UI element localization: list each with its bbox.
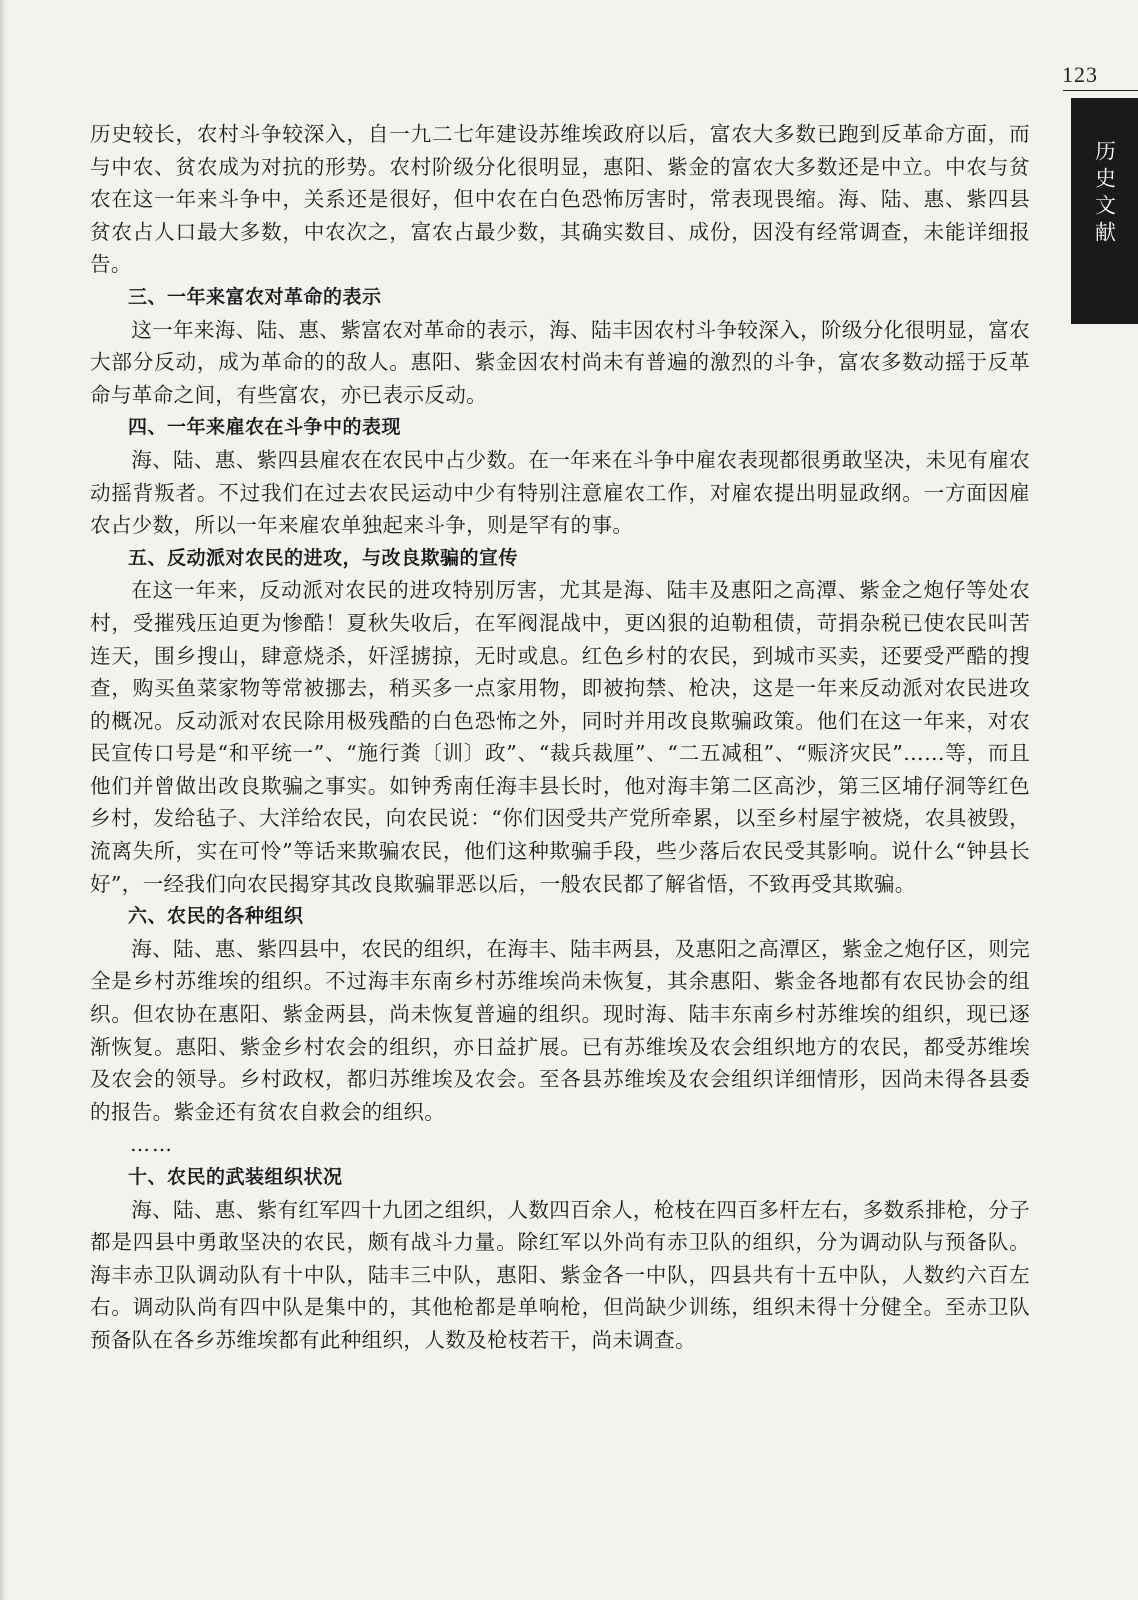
section-heading-3: 三、一年来富农对革命的表示: [128, 285, 382, 308]
section-heading-4: 四、一年来雇农在斗争中的表现: [128, 416, 402, 439]
paragraph-continuation: 历史较长，农村斗争较深入，自一九二七年建设苏维埃政府以后，富农大多数已跑到反革命方面，而与中农、贫农成为对抗的形势。农村阶级分化很明显，惠阳、紫金的富农大多数还是中立。中农与贫农在这一年来斗争中，关系还是很好，但中农在白色恐怖厉害时，常表现畏缩。海、陆、惠、紫四县贫农占人口最大多数，中农次之，富农占最少数，其确实数目、成份，因没有经常调查，未能详细报告。: [90, 122, 1030, 277]
section-tab-label: 历史文献: [1092, 140, 1117, 248]
paragraph-peasant-organizations: 海、陆、惠、紫四县中，农民的组织，在海丰、陆丰两县，及惠阳之高潭区，紫金之炮仔区，则完全是乡村苏维埃的组织。不过海丰东南乡村苏维埃尚未恢复，其余惠阳、紫金各地都有农民协会的组织。但农协在惠阳、紫金两县，尚未恢复普遍的组织。现时海、陆丰东南乡村苏维埃的组织，现已逐渐恢复。惠阳、紫金乡村农会的组织，亦日益扩展。已有苏维埃及农会组织地方的农民，都受苏维埃及农会的领导。乡村政权，都归苏维埃及农会。至各县苏维埃及农会组织详细情形，因尚未得各县委的报告。紫金还有贫农自救会的组织。: [90, 936, 1030, 1124]
section-heading-6: 六、农民的各种组织: [128, 905, 304, 928]
section-heading-10: 十、农民的武装组织状况: [128, 1166, 343, 1188]
page-edge-shadow: [0, 0, 6, 1600]
paragraph-rich-peasants: 这一年来海、陆、惠、紫富农对革命的表示，海、陆丰因农村斗争较深入，阶级分化很明显，富农大部分反动，成为革命的的敌人。惠阳、紫金因农村尚未有普遍的激烈的斗争，富农多数动摇于反革命与革命之间，有些富农，亦已表示反动。: [90, 317, 1030, 407]
paragraph-reactionary-attack: 在这一年来，反动派对农民的进攻特别厉害，尤其是海、陆丰及惠阳之高潭、紫金之炮仔等处农村，受摧残压迫更为惨酷！夏秋失收后，在军阀混战中，更凶狠的迫勒租债，苛捐杂税已使农民叫苦连天，围乡搜山，肆意烧杀，奸淫掳掠，无时或息。红色乡村的农民，到城市买卖，还要受严酷的搜查，购买鱼菜家物等常被挪去，稍买多一点家用物，即被拘禁、枪决，这是一年来反动派对农民进攻的概况。反动派对农民除用极残酷的白色恐怖之外，同时并用改良欺骗政策。他们在这一年来，对农民宣传口号是“和平统一”、“施行粪〔训〕政”、“裁兵裁厘”、“二五减租”、“赈济灾民”……等，而且他们并曾做出改良欺骗之事实。如钟秀南任海丰县长时，他对海丰第二区高沙，第三区埔仔洞等红色乡村，发给毡子、大洋给农民，向农民说：“你们因受共产党所牵累，以至乡村屋宇被烧，农具被毁，流离失所，实在可怜”等话来欺骗农民，他们这种欺骗手段，些少落后农民受其影响。说什么“钟县长好”，一经我们向农民揭穿其改良欺骗罪恶以后，一般农民都了解省悟，不致再受其欺骗。: [90, 578, 1030, 896]
document-body: [90, 118, 1030, 1357]
omission-ellipsis: ……: [130, 1132, 174, 1157]
page-number: 123: [1062, 62, 1098, 87]
paragraph-armed-organizations: 海、陆、惠、紫有红军四十九团之组织，人数四百余人，枪枝在四百多杆左右，多数系排枪，分子都是四县中勇敢坚决的农民，颇有战斗力量。除红军以外尚有赤卫队的组织，分为调动队与预备队。海丰赤卫队调动队有十中队，陆丰三中队，惠阳、紫金各一中队，四县共有十五中队，人数约六百左右。调动队尚有四中队是集中的，其他枪都是单响枪，但尚缺少训练，组织未得十分健全。至赤卫队预备队在各乡苏维埃都有此种组织，人数及枪枝若干，尚未调查。: [90, 1197, 1030, 1352]
section-tab: [1071, 98, 1138, 324]
paragraph-hired-peasants: 海、陆、惠、紫四县雇农在农民中占少数。在一年来在斗争中雇农表现都很勇敢坚决，未见有雇农动摇背叛者。不过我们在过去农民运动中少有特别注意雇农工作，对雇农提出明显政纲。一方面因雇农占少数，所以一年来雇农单独起来斗争，则是罕有的事。: [90, 447, 1030, 538]
section-heading-5: 五、反动派对农民的进攻，与改良欺骗的宣传: [128, 546, 519, 569]
page-number-rule: [1063, 90, 1138, 91]
